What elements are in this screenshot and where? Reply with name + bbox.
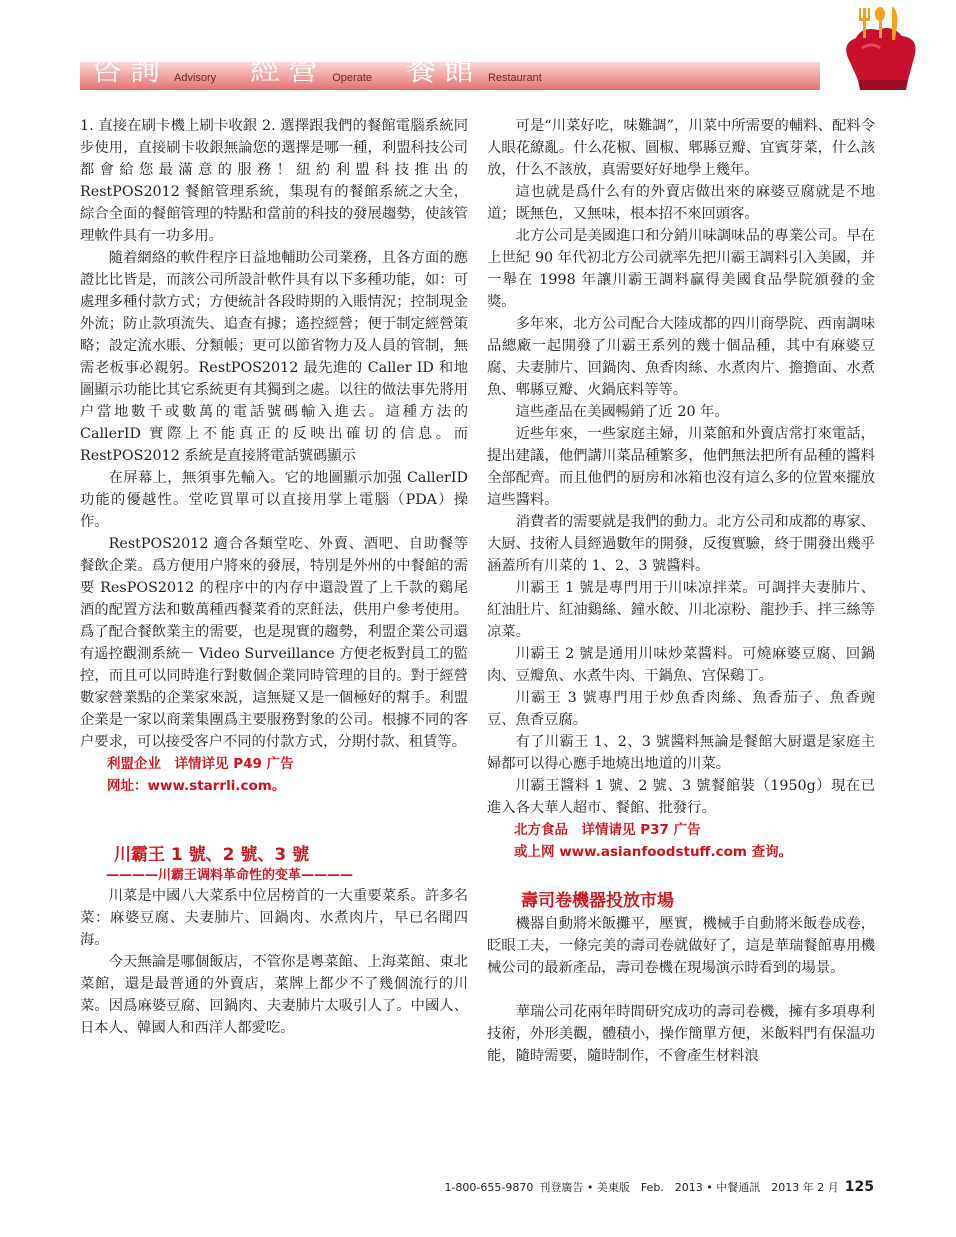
right-paragraph-9: 川霸王 2 號是通用川味炒菜醬料。可燒麻婆豆腐、回鍋肉、豆瓣魚、水煮牛肉、干鍋魚、宫保鷄丁。: [487, 646, 875, 684]
header-title-restaurant-en: Restaurant: [487, 72, 542, 84]
right-paragraph-2: 這也就是爲什么有的外賣店做出來的麻婆豆腐就是不地道；既無色，又無味，根本招不來回頭客。: [487, 184, 875, 222]
right-section2-paragraph-2: 華瑞公司花兩年時間研究成功的壽司卷機，擁有多項專利技術，外形美觀，體積小，操作簡單方便，米飯料門有保温功能，隨時需要，隨時制作，不會產生材料浪: [487, 1004, 875, 1064]
right-paragraph-6: 近些年來，一些家庭主婦，川菜館和外賣店常打來電話，提出建議，他們講川菜品種繁多，他們無法把所有品種的醬料全部配齊。而且他們的厨房和冰箱也沒有這么多的位置來擺放這些醬料。: [487, 426, 875, 508]
left-section2-paragraph-1: 川菜是中國八大菜系中位居榜首的一大重要菜系。許多名菜：麻婆豆腐、夫妻肺片、回鍋肉、水煮肉片，早已名聞四海。: [80, 888, 468, 948]
section-title-chuanbawang: 川霸王 1 號、2 號、3 號: [114, 845, 310, 865]
left-paragraph-4: RestPOS2012 適合各類堂吃、外賣、酒吧、自助餐等餐飲企業。爲方便用户將來的發展，特別是外州的中餐館的需要 ResPOS2012 的程序中的内存中還設置了上千款的鷄尾酒的配置方法和數萬種西餐菜肴的烹飪法，供用户參考使用。爲了配合餐飲業主的需要，也是現實的趨勢，利盟企業公司還有遥控觀測系統－ Video Surveillance 方便老板對員工的監控，而且可以同時進行對數個企業同時管理的目的。對于經營數家營業點的企業家來説，這無疑又是一個極好的幫手。利盟企業是一家以商業集團爲主要服務對象的公司。根據不同的客户要求，可以接受客户不同的付款方式，分期付款、租賃等。: [80, 536, 468, 750]
header-title-operate-zh: 經營: [250, 53, 327, 88]
section-title-sushi-machine: 壽司卷機器投放市場: [521, 891, 674, 911]
chef-hat-utensils-icon: [822, 4, 932, 96]
right-paragraph-3: 北方公司是美國進口和分銷川味調味品的專業公司。早在上世紀 90 年代初北方公司就率先把川霸王調料引入美國，并一舉在 1998 年讓川霸王調料贏得美國食品學院頒發的金獎。: [487, 228, 875, 310]
right-paragraph-1: 可是“川菜好吃，味難調”，川菜中所需要的輔料、配料令人眼花繚亂。什么花椒、圓椒、郫縣豆瓣、宜賓芽菜，什么該放，什么不該放，真需要好好地學上幾年。: [487, 118, 875, 178]
left-paragraph-3: 在屏幕上，無須事先輸入。它的地圖顯示加强 CallerID 功能的優越性。堂吃買單可以直接用掌上電腦（PDA）操作。: [80, 470, 468, 530]
left-section2-paragraph-2: 今天無論是哪個飯店，不管你是粵菜館、上海菜館、東北菜館，還是最普通的外賣店，菜牌上都少不了幾個流行的川菜。因爲麻婆豆腐、回鍋肉、夫妻肺片太吸引人了。中國人、日本人、韓國人和西洋人都愛吃。: [80, 954, 468, 1036]
header-titles: [92, 54, 576, 88]
website-starrli[interactable]: 网址：www.starrli.com。: [107, 778, 286, 794]
right-paragraph-11: 有了川霸王 1、2、3 號醬料無論是餐館大厨還是家庭主婦都可以得心應手地燒出地道的川菜。: [487, 734, 875, 772]
header-title-advisory-zh: 咨詢: [92, 53, 168, 88]
right-paragraph-7: 消費者的需要就是我們的動力。北方公司和成都的專家、大厨、技術人員經過數年的開發，反復實驗，終于開發出幾乎涵蓋所有川菜的 1、2、3 號醬料。: [487, 514, 875, 574]
right-paragraph-5: 這些產品在美國暢銷了近 20 年。: [515, 404, 729, 420]
website-asianfoodstuff[interactable]: 或上网 www.asianfoodstuff.com 查询。: [514, 844, 793, 860]
header-title-restaurant-zh: 餐館: [405, 53, 482, 88]
right-paragraph-12: 川霸王醬料 1 號、2 號、3 號餐館裝（1950g）現在已進入各大華人超市、餐館、批發行。: [487, 778, 875, 816]
footer-publication-info: 刊登廣告 • 美東版 Feb. 2013 • 中餐通訊 2013 年 2 月: [539, 1181, 839, 1194]
section-subtitle-chuanbawang: ————川霸王调料革命性的变革————: [106, 868, 354, 883]
right-section2-paragraph-1: 機器自動將米飯攤平，壓實，機械手自動將米飯卷成卷，眨眼工夫，一條完美的壽司卷就做好了，這是華瑞餐館專用機械公司的最新產品，壽司卷機在現場演示時看到的場景。: [487, 916, 875, 976]
left-column: [80, 115, 468, 1039]
right-paragraph-10: 川霸王 3 號專門用于炒魚香肉絲、魚香茄子、魚香豌豆、魚香豆腐。: [487, 690, 875, 728]
right-column: [487, 115, 875, 1067]
header-title-advisory-en: Advisory: [174, 72, 217, 84]
header-title-operate-en: Operate: [332, 72, 372, 84]
left-paragraph-1: 1. 直接在刷卡機上刷卡收銀 2. 選擇跟我們的餐館電腦系統同步使用，直接刷卡收銀無論您的選擇是哪一種，利盟科技公司都會給您最滿意的服務！紐約利盟科技推出的 RestPOS2012 餐館管理系統，集現有的餐館系統之大全，綜合全面的餐館管理的特點和當前的科技的發展趨勢，使該管理軟件具有一功多用。: [80, 118, 468, 244]
right-paragraph-8: 川霸王 1 號是專門用于川味凉拌菜。可調拌夫妻肺片、紅油肚片、紅油鷄絲、鐘水餃、川北凉粉、龍抄手、拌三絲等凉菜。: [487, 580, 875, 640]
left-paragraph-2: 隨着網絡的軟件程序日益地輔助公司業務，且各方面的應證比比皆是，而該公司所設計軟件具有以下多種功能，如：可處理多種付款方式；方便統計各段時期的入賬情況；控制現金外流；防止款項流失、追查有據；遙控經營；便于制定經營策略；設定流水賬、分類帳；更可以節省物力及人員的管制，無需老板事必親躬。RestPOS2012 最先進的 Caller ID 和地圖顯示功能比其它系統更有其獨到之處。以往的做法事先將用户當地數千或數萬的電話號碼輸入進去。這種方法的 CallerID 實際上不能真正的反映出確切的信息。而 RestPOS2012 系統是直接將電話號碼顯示: [80, 250, 468, 464]
page-number: 125: [844, 1179, 874, 1195]
ad-reference-starrli: 利盟企业 详情详见 P49 广告: [107, 756, 294, 772]
right-paragraph-4: 多年來，北方公司配合大陸成都的四川商學院、西南調味品總廠一起開發了川霸王系列的幾十個品種，其中有麻婆豆腐、夫妻肺片、回鍋肉、魚香肉絲、水煮肉片、擔擔面、水煮魚、郫縣豆瓣、火鍋底料等等。: [487, 316, 875, 398]
footer-phone: 1-800-655-9870: [444, 1181, 534, 1194]
ad-reference-beifang: 北方食品 详情请见 P37 广告: [514, 822, 701, 838]
page-footer: [444, 1179, 874, 1195]
